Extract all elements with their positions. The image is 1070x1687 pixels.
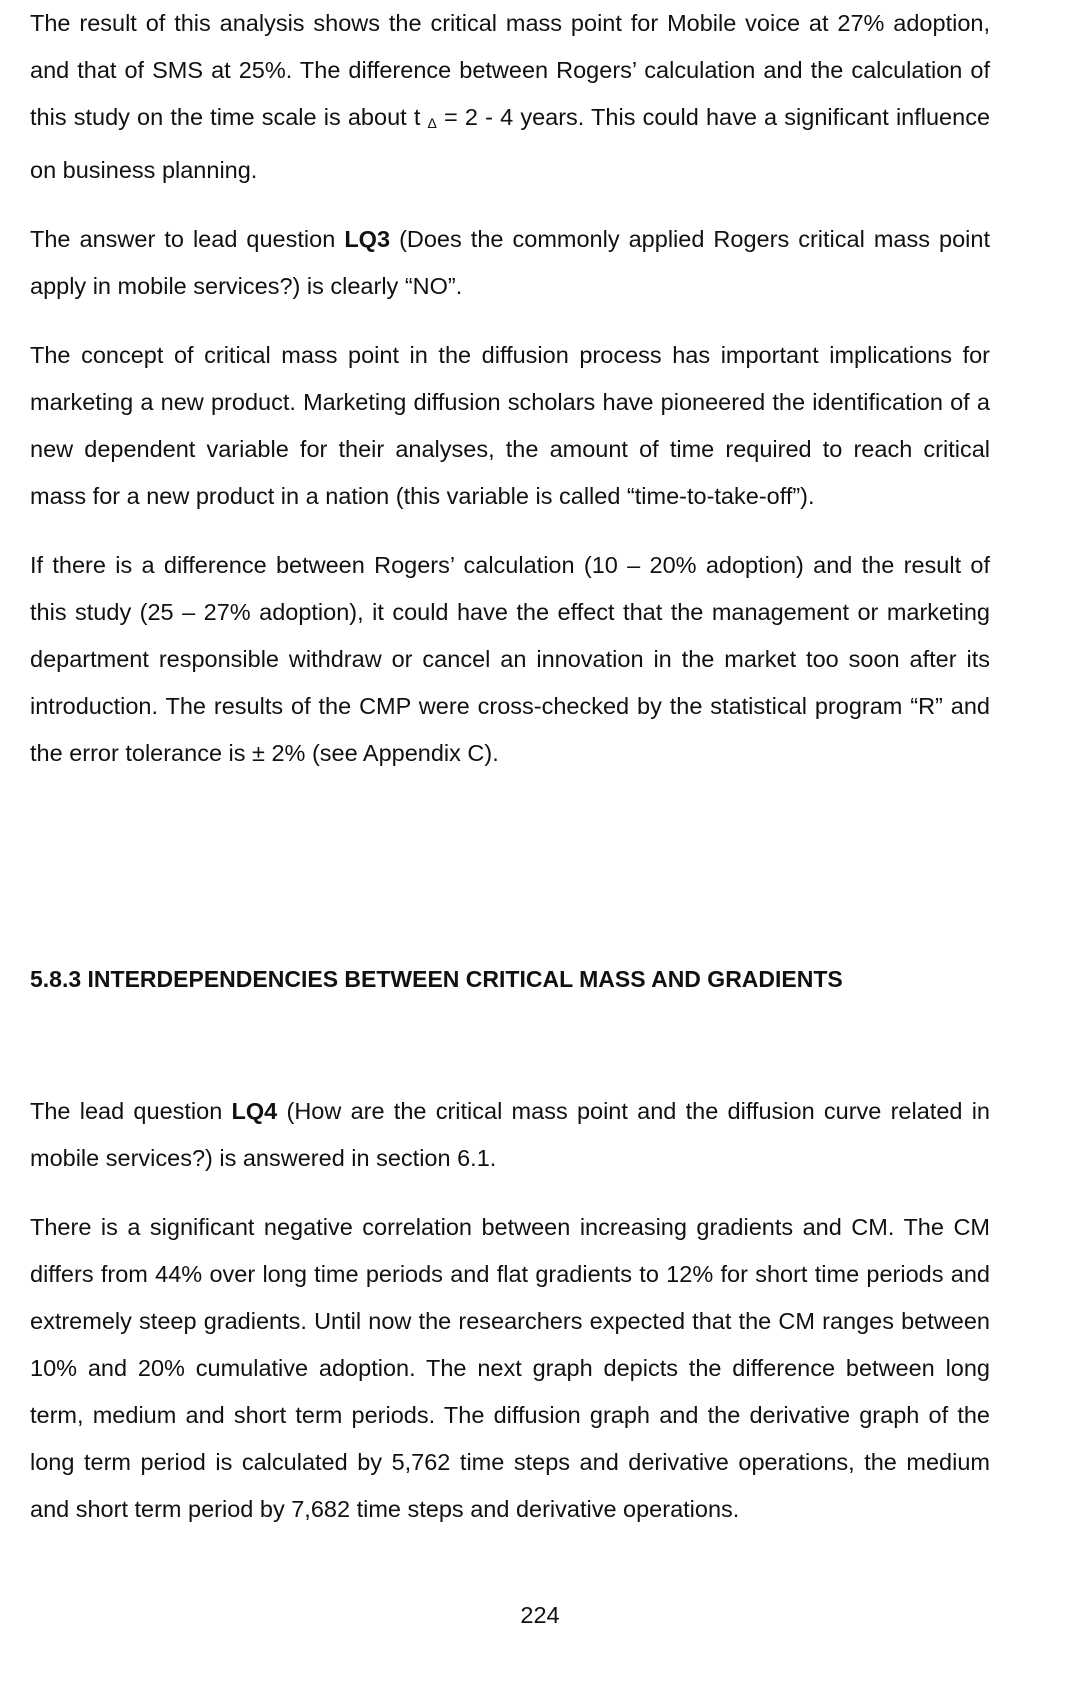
paragraph-concept: The concept of critical mass point in the diffusion process has important implications for marketing a new product. Marketing diffusion scholars have pioneered the identification of a new dependent variable for their analyses, the amount of time required to reach critical mass for a new product in a nation (this variable is called “time-to-take-off”). — [30, 342, 990, 509]
text: (How are the critical mass point and the diffusion curve related in mobile services?) is answered in section 6.1. — [30, 1098, 991, 1171]
text: The answer to lead question — [30, 226, 345, 252]
lq4-label: LQ4 — [231, 1098, 278, 1124]
text: The result of this analysis shows the critical mass point for Mobile voice at 27% adoption, and that of SMS at 25%. The difference between Rogers’ calculation and the calculation of this study on the time scale is about t — [30, 10, 990, 130]
section-heading: 5.8.3 INTERDEPENDENCIES BETWEEN CRITICAL MASS AND GRADIENTS — [30, 966, 843, 992]
lq3-label: LQ3 — [344, 226, 391, 252]
paragraph-critical-mass-result — [30, 0, 990, 194]
paragraph-correlation: There is a significant negative correlation between increasing gradients and CM. The CM differs from 44% over long time periods and flat gradients to 12% for short time periods and extremely steep gradients. Until now the researchers expected that the CM ranges between 10% and 20% cumulative adoption. The next graph depicts the difference between long term, medium and short term periods. The diffusion graph and the derivative graph of the long term period is calculated by 5,762 time steps and derivative operations, the medium and short term period by 7,682 time steps and derivative operations. — [30, 1214, 990, 1522]
delta-subscript: Δ — [427, 115, 437, 131]
paragraph-difference: If there is a difference between Rogers’ calculation (10 – 20% adoption) and the result of this study (25 – 27% adoption), it could have the effect that the management or marketing department responsible withdraw or cancel an innovation in the market too soon after its introduction. The results of the CMP were cross-checked by the statistical program “R” and the error tolerance is ± 2% (see Appendix C). — [30, 552, 990, 766]
page-number: 224 — [520, 1602, 560, 1628]
paragraph-lq3 — [30, 216, 990, 310]
text: (Does the commonly applied Rogers critical mass point apply in mobile services?) is clearly “NO”. — [30, 226, 990, 299]
text: The lead question — [30, 1098, 232, 1124]
document-page — [30, 0, 991, 1628]
paragraph-lq4 — [30, 1088, 990, 1182]
text: = 2 - 4 years. This could have a significant influence on business planning. — [30, 104, 991, 183]
